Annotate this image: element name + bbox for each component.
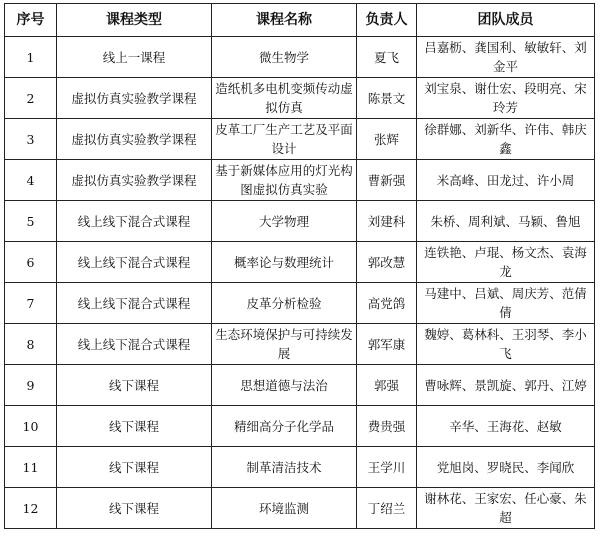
row-team: 谢林花、王家宏、任心豪、朱超 [417, 488, 595, 529]
table-row [5, 78, 595, 119]
row-lead: 王学川 [357, 447, 417, 488]
row-team: 米高峰、田龙过、许小周 [417, 160, 595, 201]
table-row [5, 283, 595, 324]
row-team: 党旭岗、罗晓民、李闻欣 [417, 447, 595, 488]
row-team: 徐群娜、刘新华、许伟、韩庆鑫 [417, 119, 595, 160]
row-lead: 费贵强 [357, 406, 417, 447]
row-team: 吕嘉枥、龚国利、敏敏轩、刘金平 [417, 37, 595, 78]
row-no: 11 [5, 447, 57, 488]
table-row [5, 37, 595, 78]
table-row [5, 160, 595, 201]
course-team-table [4, 3, 595, 529]
row-course-type: 虚拟仿真实验教学课程 [57, 119, 212, 160]
row-course-name: 环境监测 [212, 488, 357, 529]
row-course-name: 生态环境保护与可持续发展 [212, 324, 357, 365]
row-course-name: 大学物理 [212, 201, 357, 242]
row-course-name: 思想道德与法治 [212, 365, 357, 406]
table-row [5, 488, 595, 529]
table-row [5, 201, 595, 242]
row-team: 连铁艳、卢琨、杨文杰、袁海龙 [417, 242, 595, 283]
table-row [5, 119, 595, 160]
row-course-type: 线上一课程 [57, 37, 212, 78]
row-course-type: 线下课程 [57, 447, 212, 488]
row-course-name: 概率论与数理统计 [212, 242, 357, 283]
table-row [5, 365, 595, 406]
row-lead: 丁绍兰 [357, 488, 417, 529]
row-no: 10 [5, 406, 57, 447]
header-no: 序号 [5, 4, 57, 37]
row-course-name: 皮革分析检验 [212, 283, 357, 324]
row-course-name: 微生物学 [212, 37, 357, 78]
row-no: 6 [5, 242, 57, 283]
row-team: 曹咏辉、景凯旋、郭丹、江婷 [417, 365, 595, 406]
header-course-name: 课程名称 [212, 4, 357, 37]
row-lead: 陈景文 [357, 78, 417, 119]
row-course-name: 精细高分子化学品 [212, 406, 357, 447]
header-row [5, 4, 595, 37]
row-course-type: 虚拟仿真实验教学课程 [57, 78, 212, 119]
row-lead: 曹新强 [357, 160, 417, 201]
header-course-type: 课程类型 [57, 4, 212, 37]
row-course-name: 基于新媒体应用的灯光构图虚拟仿真实验 [212, 160, 357, 201]
table-row [5, 406, 595, 447]
row-course-type: 线上线下混合式课程 [57, 324, 212, 365]
row-no: 4 [5, 160, 57, 201]
table-row [5, 242, 595, 283]
row-no: 9 [5, 365, 57, 406]
row-no: 5 [5, 201, 57, 242]
row-no: 1 [5, 37, 57, 78]
row-team: 朱桥、周利斌、马颖、鲁旭 [417, 201, 595, 242]
row-course-type: 线下课程 [57, 488, 212, 529]
row-course-type: 虚拟仿真实验教学课程 [57, 160, 212, 201]
row-team: 刘宝泉、谢仕宏、段明亮、宋玲芳 [417, 78, 595, 119]
header-lead: 负责人 [357, 4, 417, 37]
row-lead: 张辉 [357, 119, 417, 160]
row-lead: 郭军康 [357, 324, 417, 365]
row-lead: 夏飞 [357, 37, 417, 78]
row-no: 2 [5, 78, 57, 119]
row-course-name: 制革清洁技术 [212, 447, 357, 488]
row-team: 马建中、吕斌、周庆芳、范倩倩 [417, 283, 595, 324]
row-no: 7 [5, 283, 57, 324]
row-course-type: 线上线下混合式课程 [57, 201, 212, 242]
row-no: 12 [5, 488, 57, 529]
header-team: 团队成员 [417, 4, 595, 37]
row-lead: 郭强 [357, 365, 417, 406]
row-course-type: 线下课程 [57, 365, 212, 406]
row-lead: 高党鸽 [357, 283, 417, 324]
table-row [5, 447, 595, 488]
row-team: 魏婷、葛林科、王羽琴、李小飞 [417, 324, 595, 365]
table-row [5, 324, 595, 365]
row-course-name: 皮革工厂生产工艺及平面设计 [212, 119, 357, 160]
row-lead: 刘建科 [357, 201, 417, 242]
row-team: 辛华、王海花、赵敏 [417, 406, 595, 447]
row-course-type: 线上线下混合式课程 [57, 283, 212, 324]
row-no: 3 [5, 119, 57, 160]
row-course-type: 线上线下混合式课程 [57, 242, 212, 283]
row-lead: 郭改慧 [357, 242, 417, 283]
row-course-type: 线下课程 [57, 406, 212, 447]
row-course-name: 造纸机多电机变频传动虚拟仿真 [212, 78, 357, 119]
row-no: 8 [5, 324, 57, 365]
